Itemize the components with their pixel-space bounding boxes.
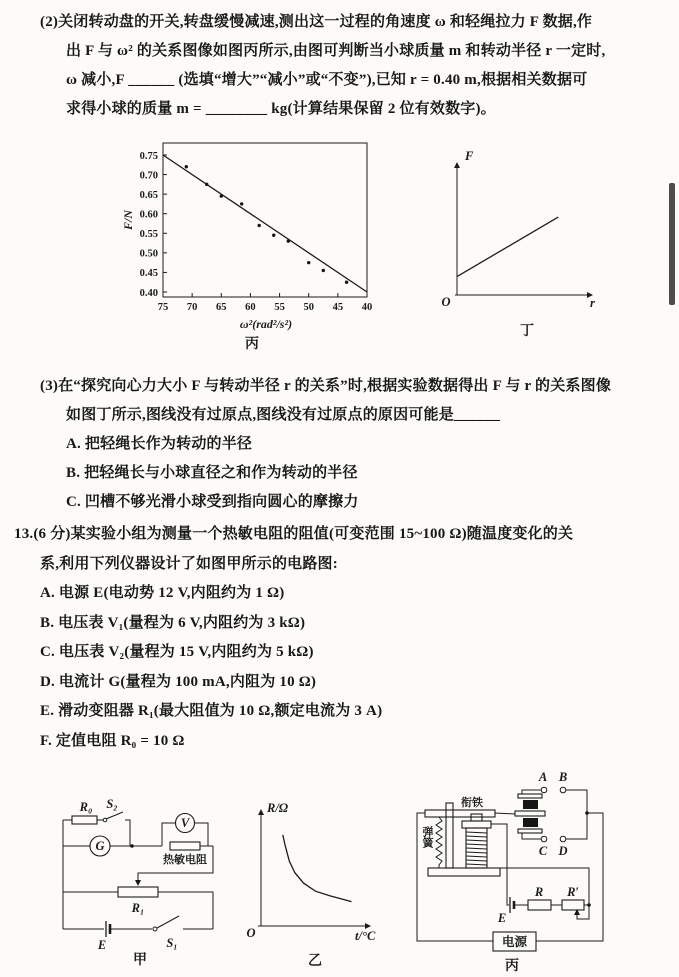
power-source-label: 电源 [501, 935, 528, 949]
data-line [457, 217, 558, 276]
svg-text:0.50: 0.50 [139, 248, 158, 260]
wire [536, 813, 603, 941]
q3-option-c: C. 凹槽不够光滑小球受到指向圆心的摩擦力 [66, 494, 359, 510]
plot-frame [163, 143, 367, 297]
contact-plate [518, 829, 542, 833]
terminal-B [560, 787, 566, 793]
y-axis-label: F [465, 149, 474, 163]
q3-line-1: (3)在“探究向心力大小 F 与转动半径 r 的关系”时,根据实验数据得出 F 与 r 的关系图像 [40, 378, 612, 394]
svg-text:0.75: 0.75 [139, 150, 158, 162]
thermistor [170, 842, 200, 850]
armature-bar [425, 810, 495, 817]
q2-line-4: 求得小球的质量 m = ________ kg(计算结果保留 2 位有效数字)。 [66, 101, 496, 117]
wire [566, 790, 587, 813]
svg-text:0.70: 0.70 [139, 170, 158, 182]
wire [522, 833, 541, 839]
figure-caption-bing-chart: 丙 [245, 337, 259, 352]
slider-arrow [135, 880, 141, 886]
rheostat-R-prime [562, 900, 584, 910]
svg-text:40: 40 [361, 302, 373, 313]
q2-line-1: (2)关闭转动盘的开关,转盘缓慢减速,测出这一过程的角速度 ω 和轻绳拉力 F 数据,作 [40, 14, 593, 30]
x-axis-label: ω²(rad²/s²) [239, 317, 293, 331]
wire [522, 790, 541, 794]
junction-dot [130, 844, 134, 848]
question-13 [14, 520, 573, 756]
rheostat-R1-label: R₁ [131, 901, 145, 915]
scan-artifact [669, 183, 675, 305]
circuit-diagram-jia [40, 775, 255, 970]
figure-caption-ding: 丁 [520, 324, 534, 339]
resistor-R0-label: R₀ [79, 800, 93, 814]
resistor-R0 [72, 816, 97, 824]
wire [491, 824, 509, 905]
x-axis-label: r [590, 296, 595, 310]
switch-S2-label: S₂ [106, 797, 118, 811]
svg-text:0.55: 0.55 [139, 229, 158, 241]
contact-plate [518, 794, 542, 798]
question-3 [40, 372, 611, 517]
contact-block [523, 800, 538, 809]
svg-text:0.60: 0.60 [139, 209, 158, 221]
relay-diagram-bing [410, 758, 672, 975]
chart-R-vs-t [245, 790, 385, 970]
terminal-B-label: B [558, 770, 568, 784]
junction-dot [585, 811, 589, 815]
switch-S2-lever [106, 812, 123, 819]
switch-S1-lever [157, 916, 179, 928]
wire [577, 905, 589, 919]
x-axis-label: t/°C [355, 929, 376, 943]
rheostat-R-prime-label: R′ [567, 885, 579, 899]
battery-E-label: E [497, 911, 507, 925]
q13-item-b: B. 电压表 V₁(量程为 6 V,内阻约为 3 kΩ) [40, 614, 306, 631]
pivot-post [446, 803, 453, 868]
switch-S1-label: S₁ [166, 936, 178, 950]
svg-text:60: 60 [245, 302, 256, 313]
svg-text:0.45: 0.45 [139, 268, 158, 280]
q13-item-e: E. 滑动变阻器 R₁(最大阻值为 10 Ω,额定电流为 3 A) [40, 703, 383, 719]
svg-text:70: 70 [186, 302, 198, 313]
data-curve [283, 835, 352, 902]
battery-E-label: E [97, 938, 107, 952]
resistor-R-label: R [534, 885, 544, 899]
q2-line-2: 出 F 与 ω² 的关系图像如图丙所示,由图可判断当小球质量 m 和转动半径 r 一定时, [66, 43, 606, 59]
origin-label: O [441, 295, 451, 309]
terminal-C [541, 836, 547, 842]
armature-label: 衔铁 [461, 797, 483, 809]
q2-line-3: ω 减小,F ______ (选填“增大”“减小”或“不变”),已知 r = 0.40 m,根据相关数据可 [66, 72, 588, 88]
q13-item-c: C. 电压表 V₂(量程为 15 V,内阻约为 5 kΩ) [40, 644, 314, 660]
origin-label: O [246, 926, 256, 940]
terminal-C-label: C [538, 844, 548, 858]
spring-label: 弹簧 [421, 826, 433, 848]
wire [125, 820, 130, 846]
q3-option-b: B. 把轻绳长与小球直径之和作为转动的半径 [66, 465, 358, 481]
base-plate [428, 868, 500, 876]
figure-caption-bing-relay: 丙 [505, 959, 519, 974]
spring [436, 817, 442, 868]
q3-option-a: A. 把轻绳长作为转动的半径 [66, 436, 253, 452]
q13-line-1: 13.(6 分)某实验小组为测量一个热敏电阻的阻值(可变范围 15~100 Ω)随温度变化的关 [14, 526, 574, 542]
figure-caption-jia: 甲 [133, 953, 147, 968]
q13-item-d: D. 电流计 G(量程为 100 mA,内阻为 10 Ω) [40, 673, 317, 690]
terminal-D [560, 836, 566, 842]
wire [566, 813, 587, 839]
contact-block [523, 818, 538, 827]
terminal-A-label: A [538, 770, 548, 784]
resistor-R [528, 900, 551, 910]
figure-caption-yi: 乙 [308, 954, 322, 969]
svg-text:50: 50 [303, 302, 314, 313]
q13-item-f: F. 定值电阻 R₀ = 10 Ω [40, 732, 185, 749]
question-2 [40, 8, 605, 124]
chart-F-vs-r [430, 145, 630, 345]
svg-text:55: 55 [274, 302, 285, 313]
y-axis-label: F/N [121, 209, 135, 231]
svg-text:45: 45 [332, 302, 344, 313]
q3-line-2: 如图丁所示,图线没有过原点,图线没有过原点的原因可能是______ [66, 407, 501, 423]
coil-windings [466, 832, 487, 865]
chart-data-layer [140, 151, 373, 313]
svg-text:0.65: 0.65 [139, 189, 158, 201]
svg-text:0.40: 0.40 [139, 287, 158, 299]
galvanometer-G-label: G [95, 839, 105, 853]
terminal-A [541, 787, 547, 793]
svg-text:65: 65 [216, 302, 227, 313]
thermistor-label: 热敏电阻 [163, 854, 207, 866]
q13-line-2: 系,利用下列仪器设计了如图甲所示的电路图: [40, 555, 338, 572]
q13-item-a: A. 电源 E(电动势 12 V,内阻约为 1 Ω) [40, 585, 285, 601]
svg-text:75: 75 [157, 302, 169, 313]
chart-F-vs-omega2 [90, 140, 400, 355]
terminal-D-label: D [558, 844, 568, 858]
coil-cap [462, 821, 491, 828]
rheostat-R1 [118, 887, 158, 897]
switch-S1-pivot [153, 927, 157, 931]
armature-rod [495, 813, 515, 814]
y-axis-label: R/Ω [267, 801, 289, 815]
voltmeter-V-label: V [180, 816, 190, 830]
contact-plate [515, 811, 545, 816]
